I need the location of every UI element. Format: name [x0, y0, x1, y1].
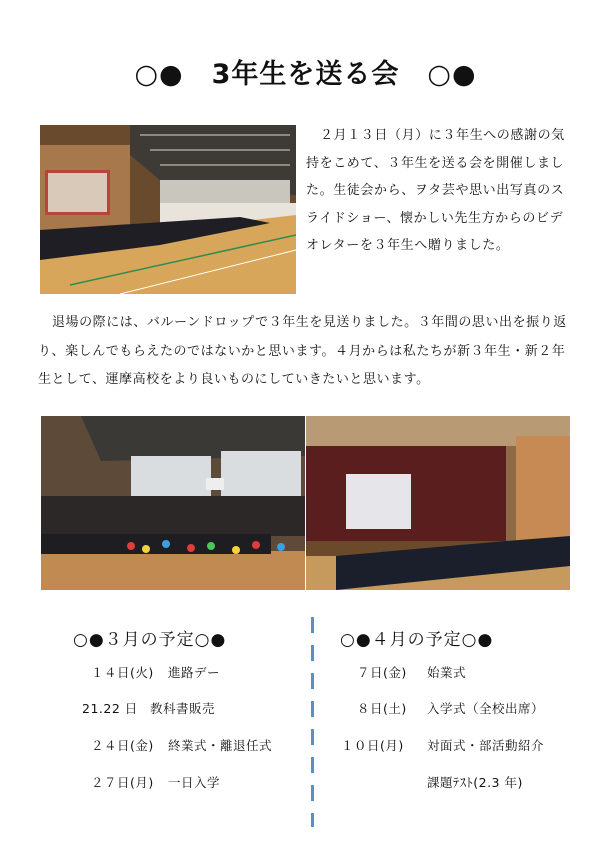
april-schedule-title: ○●４月の予定○● [340, 630, 494, 650]
stage-performance-photo [306, 416, 570, 590]
body-text: 退場の際には、バルーンドロップで３年生を見送りました。３年間の思い出を振り返り、楽しんでもらえたのではないかと思います。４月からは私たちが新３年生・新２年生として、運摩高校をより良いものにしていきたいと思います。 [38, 315, 567, 387]
march-schedule-title: ○●３月の予定○● [73, 630, 227, 650]
schedule-date: 21.22 日 [82, 701, 138, 716]
schedule-date: ２７日(月) [91, 775, 154, 790]
list-item [91, 663, 220, 681]
intro-paragraph [306, 122, 576, 260]
list-item [82, 699, 215, 717]
intro-text: ２月１３日（月）に３年生への感謝の気持をこめて、３年生を送る会を開催しました。生徒会から、ヲタ芸や思い出写真のスライドショー、懐かしい先生方からのビデオレターを３年生へ贈りました。 [306, 128, 565, 253]
list-item [357, 663, 466, 681]
body-paragraph [38, 309, 578, 395]
schedule-date: １０日(月) [341, 738, 404, 753]
balloon-drop-photo [41, 416, 305, 590]
schedule-date: １４日(火) [91, 665, 154, 680]
schedule-event: 教科書販売 [150, 701, 216, 716]
schedule-date: ８日(土) [357, 701, 407, 716]
list-item [91, 736, 272, 754]
list-item [341, 736, 544, 754]
page-title: ○● 3年生を送る会 ○● [134, 59, 477, 90]
schedule-event: 進路デー [168, 665, 221, 680]
schedule-event: 対面式・部活動紹介 [427, 738, 545, 753]
list-item [427, 773, 523, 791]
list-item [91, 773, 220, 791]
schedule-event: 始業式 [427, 665, 467, 680]
schedule-date: ７日(金) [357, 665, 407, 680]
schedule-event: 課題ﾃｽﾄ(2.3 年) [427, 775, 523, 790]
schedule-event: 終業式・離退任式 [168, 738, 273, 753]
list-item [357, 699, 544, 717]
schedule-date: ２４日(金) [91, 738, 154, 753]
gym-assembly-photo [40, 125, 296, 294]
column-divider [311, 617, 314, 827]
schedule-event: 一日入学 [168, 775, 221, 790]
schedule-event: 入学式（全校出席） [427, 701, 545, 716]
